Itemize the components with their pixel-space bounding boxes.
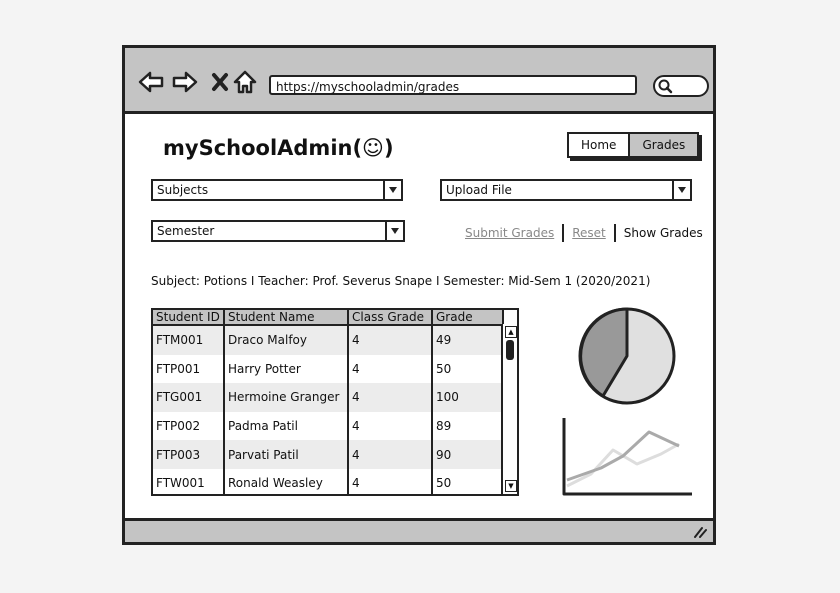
table-scrollbar[interactable] — [501, 324, 517, 494]
scroll-up-icon[interactable]: ▲ — [505, 326, 517, 338]
column-header[interactable]: Student Name — [224, 310, 348, 325]
grade-cell: 100 — [432, 383, 503, 412]
student-name-cell: Padma Patil — [224, 412, 348, 441]
chevron-down-icon[interactable] — [385, 222, 403, 240]
resize-grip-icon[interactable] — [693, 526, 707, 538]
upload-file-dropdown[interactable] — [440, 179, 692, 201]
scroll-down-icon[interactable]: ▼ — [505, 480, 517, 492]
class-grade-cell: 4 — [348, 325, 432, 355]
class-grade-cell: 4 — [348, 383, 432, 412]
column-header[interactable]: Student ID — [153, 310, 224, 325]
tab-home[interactable]: Home — [581, 138, 617, 152]
home-icon[interactable] — [231, 68, 259, 96]
browser-toolbar — [125, 48, 713, 114]
action-divider — [614, 224, 616, 242]
class-grade-cell: 4 — [348, 355, 432, 384]
search-input[interactable] — [653, 75, 709, 97]
subjects-dropdown[interactable] — [151, 179, 403, 201]
class-grade-cell: 4 — [348, 440, 432, 469]
semester-dropdown[interactable] — [151, 220, 405, 242]
chevron-down-icon[interactable] — [383, 181, 401, 199]
grade-cell: 49 — [432, 325, 503, 355]
class-grade-cell: 4 — [348, 412, 432, 441]
back-arrow-icon[interactable] — [137, 68, 165, 96]
column-header[interactable]: Grade — [432, 310, 503, 325]
student-name-cell: Ronald Weasley — [224, 469, 348, 496]
show-grades-link[interactable]: Show Grades — [623, 226, 703, 240]
status-bar — [125, 518, 713, 542]
subjects-dropdown-value: Subjects — [157, 183, 209, 197]
table-header-row — [153, 310, 503, 325]
tab-grades[interactable]: Grades — [628, 134, 697, 156]
submit-grades-link[interactable]: Submit Grades — [465, 226, 555, 240]
subject-info: Subject: Potions I Teacher: Prof. Severus Snape I Semester: Mid-Sem 1 (2020/2021) — [151, 274, 651, 288]
student-id-cell: FTG001 — [153, 383, 224, 412]
table-row[interactable] — [153, 355, 503, 384]
column-header[interactable]: Class Grade — [348, 310, 432, 325]
student-id-cell: FTP002 — [153, 412, 224, 441]
student-id-cell: FTM001 — [153, 325, 224, 355]
grades-table — [151, 308, 519, 496]
pie-chart-icon — [577, 306, 677, 406]
line-chart-icon — [561, 416, 693, 498]
grade-actions — [465, 224, 703, 242]
table-row[interactable] — [153, 440, 503, 469]
app-title: mySchoolAdmin(☺) — [163, 136, 394, 160]
class-grade-cell: 4 — [348, 469, 432, 496]
grade-cell: 89 — [432, 412, 503, 441]
grade-cell: 50 — [432, 469, 503, 496]
semester-dropdown-value: Semester — [157, 224, 215, 238]
table-row[interactable] — [153, 325, 503, 355]
grade-cell: 50 — [432, 355, 503, 384]
nav-tabs — [567, 132, 699, 158]
chevron-down-icon[interactable] — [672, 181, 690, 199]
search-icon — [657, 78, 673, 94]
table-row[interactable] — [153, 412, 503, 441]
url-input[interactable]: https://myschooladmin/grades — [269, 75, 637, 95]
action-divider — [562, 224, 564, 242]
reset-link[interactable]: Reset — [572, 226, 606, 240]
student-name-cell: Draco Malfoy — [224, 325, 348, 355]
browser-window — [122, 45, 716, 545]
scroll-thumb[interactable] — [506, 340, 514, 360]
upload-file-dropdown-value: Upload File — [446, 183, 512, 197]
table-row[interactable] — [153, 469, 503, 496]
table-row[interactable] — [153, 383, 503, 412]
forward-arrow-icon[interactable] — [171, 68, 199, 96]
student-name-cell: Harry Potter — [224, 355, 348, 384]
student-id-cell: FTP003 — [153, 440, 224, 469]
grade-cell: 90 — [432, 440, 503, 469]
student-name-cell: Hermoine Granger — [224, 383, 348, 412]
student-name-cell: Parvati Patil — [224, 440, 348, 469]
student-id-cell: FTW001 — [153, 469, 224, 496]
student-id-cell: FTP001 — [153, 355, 224, 384]
